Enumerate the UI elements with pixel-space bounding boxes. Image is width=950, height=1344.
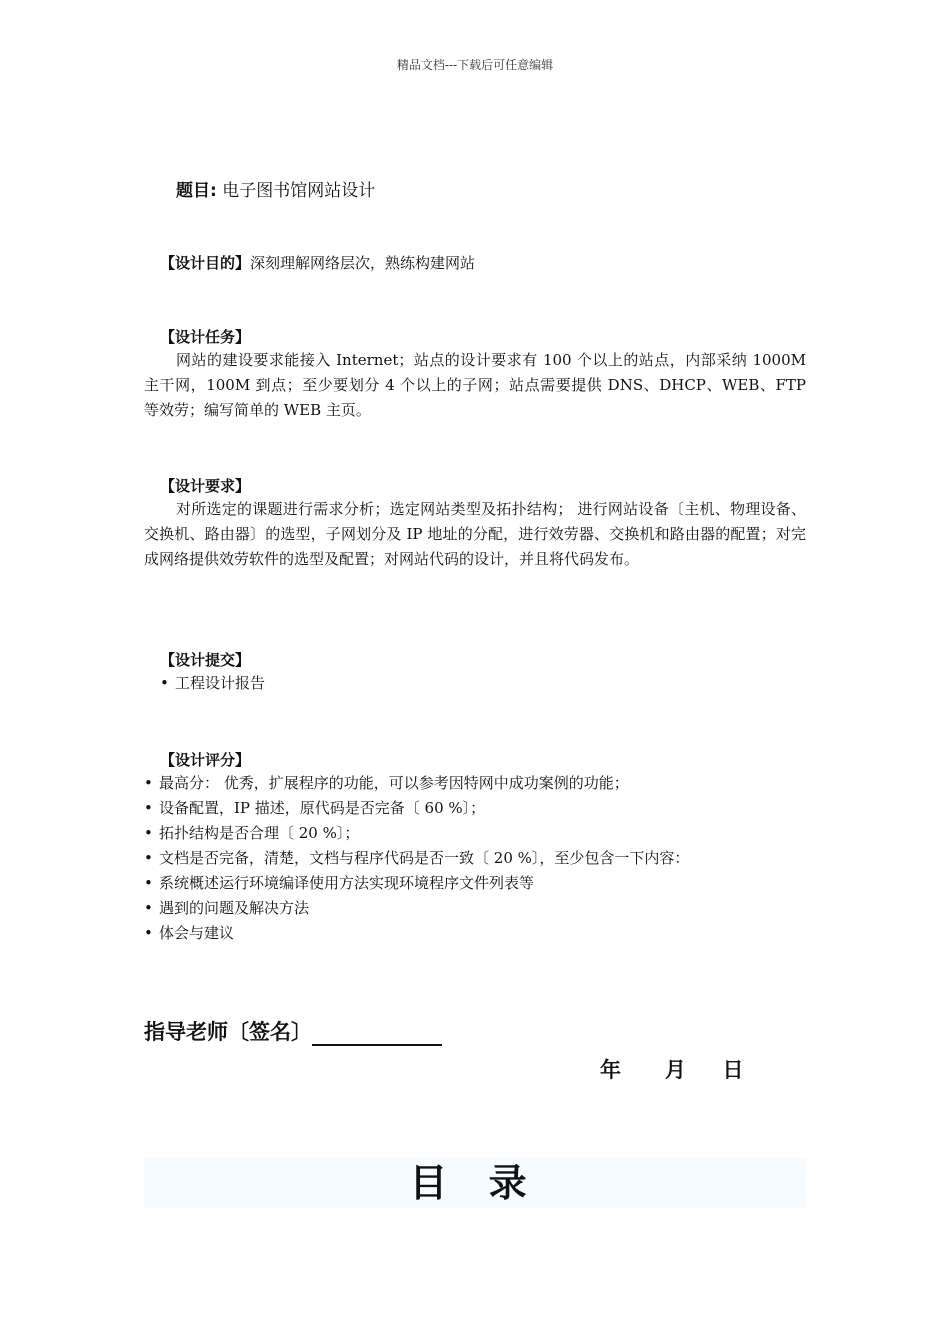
toc-title: 目 录 [409, 1161, 541, 1205]
date-day: 日 [722, 1058, 744, 1082]
requirements-paragraph: 对所选定的课题进行需求分析；选定网站类型及拓扑结构； 进行网站设备〔主机、物理设备、交换机、路由器〕的选型，子网划分及 IP 地址的分配，进行效劳器、交换机和路由器的配置；对完成网络提供效劳软件的选型及配置；对网站代码的设计，并且将代码发布。 [144, 500, 806, 568]
list-item: • 设备配置，IP 描述，原代码是否完备〔 60 %〕； [144, 796, 806, 821]
date-month: 月 [664, 1058, 686, 1082]
list-item: • 文档是否完备，清楚，文档与程序代码是否一致〔 20 %〕，至少包含一下内容： [144, 846, 806, 871]
page-header-note: 精品文档---下载后可任意编辑 [396, 58, 554, 72]
grading-heading: 【设计评分】 [160, 751, 251, 769]
purpose-section [160, 252, 475, 273]
submission-list [160, 671, 822, 696]
requirements-heading: 【设计要求】 [160, 477, 251, 495]
signature-line [144, 1016, 442, 1046]
submission-heading: 【设计提交】 [160, 651, 251, 669]
grading-list [144, 771, 806, 946]
signature-blank[interactable] [312, 1022, 442, 1046]
purpose-label: 【设计目的】 [160, 254, 251, 272]
title-text: 电子图书馆网站设计 [222, 181, 376, 201]
list-item: • 拓扑结构是否合理〔 20 %〕； [144, 821, 806, 846]
title-label: 题目: [176, 181, 217, 201]
date-line [600, 1054, 743, 1084]
list-item: • 体会与建议 [144, 921, 806, 946]
list-item: • 系统概述运行环境编译使用方法实现环境程序文件列表等 [144, 871, 806, 896]
list-item: • 遇到的问题及解决方法 [144, 896, 806, 921]
date-year: 年 [600, 1058, 621, 1082]
list-item: • 最高分： 优秀，扩展程序的功能，可以参考因特网中成功案例的功能； [144, 771, 806, 796]
task-heading: 【设计任务】 [160, 328, 251, 346]
purpose-text: 深刻理解网络层次，熟练构建网站 [250, 254, 476, 272]
task-paragraph: 网站的建设要求能接入 Internet；站点的设计要求有 100 个以上的站点，内部采纳 1000M 主干网，100M 到点；至少要划分 4 个以上的子网；站点需要提供 DNS、DHCP、WEB、FTP 等效劳；编写简单的 WEB 主页。 [144, 351, 806, 419]
signature-label: 指导老师〔签名〕 [144, 1020, 312, 1044]
list-item: • 工程设计报告 [160, 671, 822, 696]
document-title [176, 176, 375, 201]
